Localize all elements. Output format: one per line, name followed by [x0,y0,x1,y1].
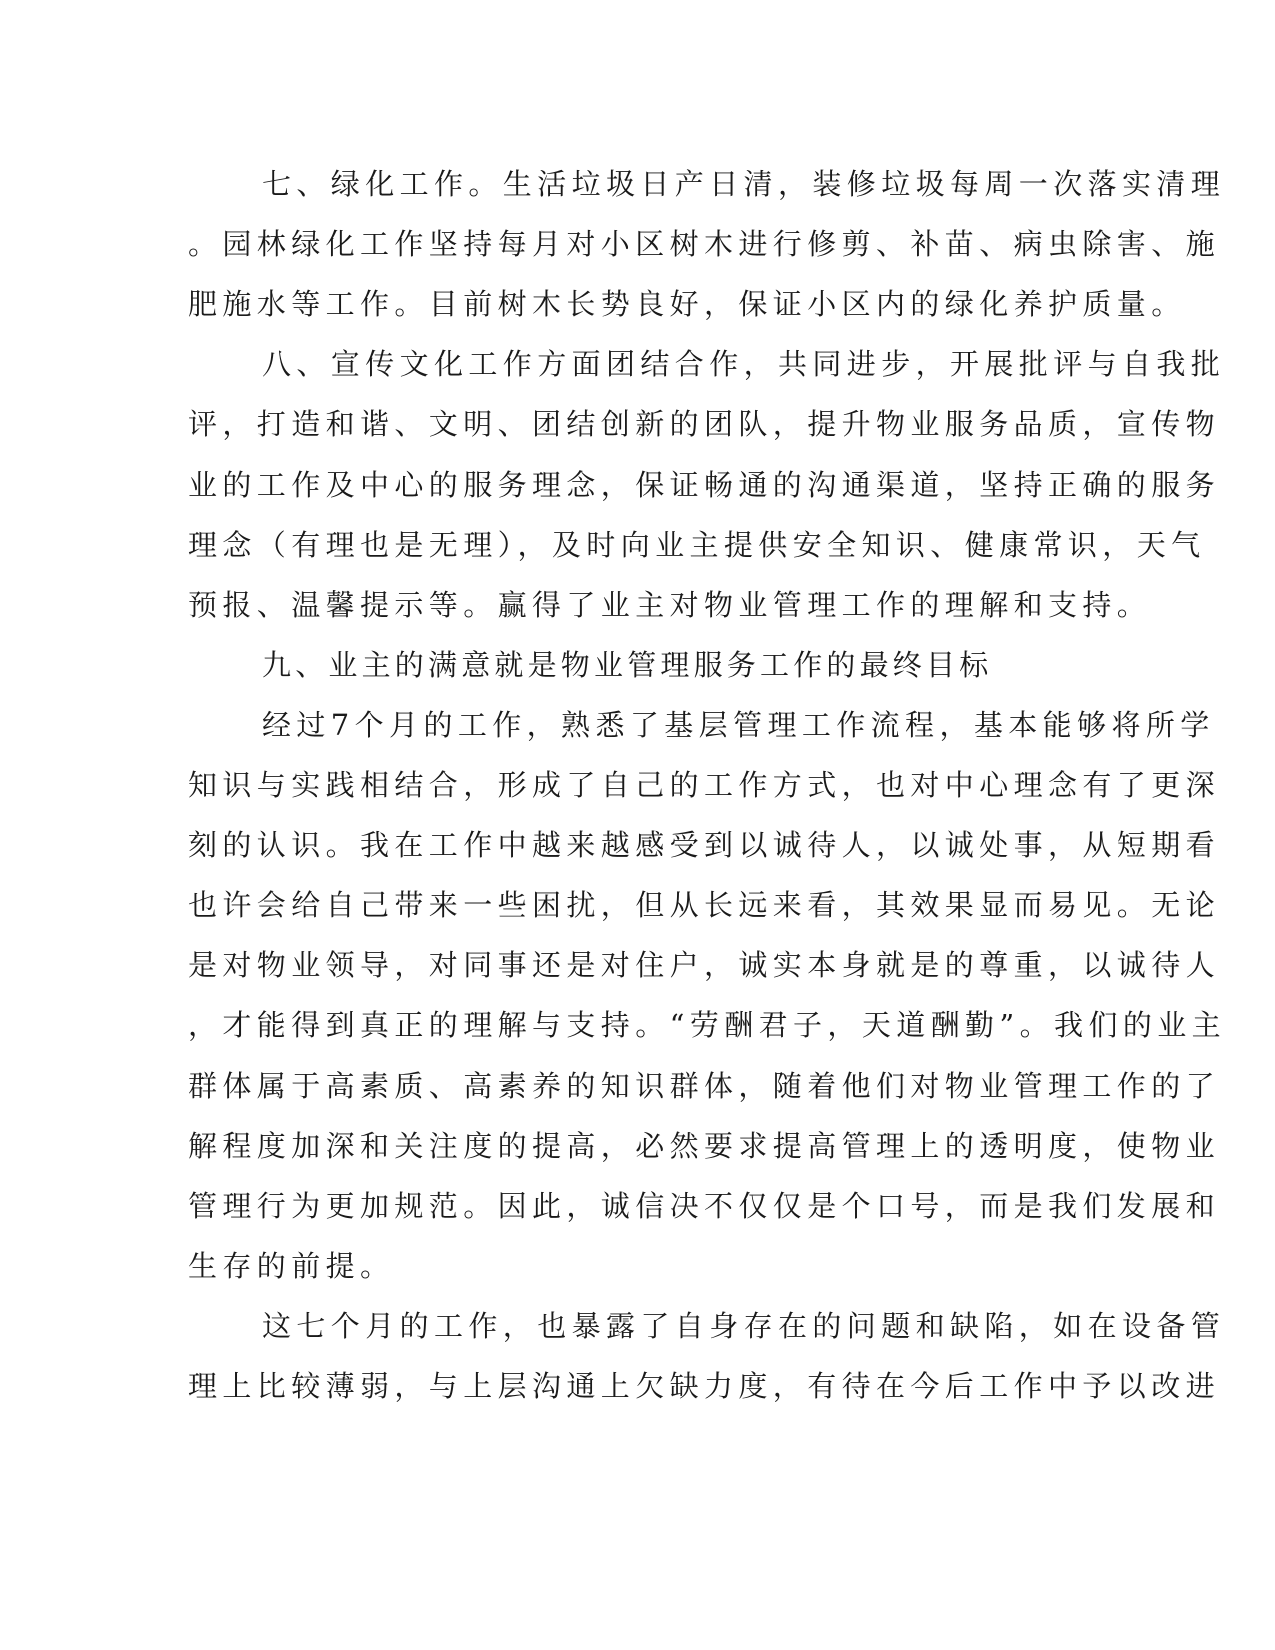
text-line: 经过7个月的工作，熟悉了基层管理工作流程，基本能够将所学 [262,708,1215,742]
text-line: 肥施水等工作。目前树木长势良好，保证小区内的绿化养护质量。 [188,287,1186,321]
text-line: 业的工作及中心的服务理念，保证畅通的沟通渠道，坚持正确的服务 [188,468,1221,502]
text-line: 。园林绿化工作坚持每月对小区树木进行修剪、补苗、病虫除害、施 [188,227,1221,261]
section-heading: 九、业主的满意就是物业管理服务工作的最终目标 [262,648,993,682]
text-line: 预报、温馨提示等。赢得了业主对物业管理工作的理解和支持。 [188,588,1152,622]
text-line: 理上比较薄弱，与上层沟通上欠缺力度，有待在今后工作中予以改进 [188,1369,1221,1403]
text-line: ，才能得到真正的理解与支持。“劳酬君子，天道酬勤”。我们的业主 [188,1008,1227,1042]
text-line: 这七个月的工作，也暴露了自身存在的问题和缺陷，如在设备管 [262,1309,1226,1343]
text-line: 八、宣传文化工作方面团结合作，共同进步，开展批评与自我批 [262,347,1226,381]
text-line: 群体属于高素质、高素养的知识群体，随着他们对物业管理工作的了 [188,1069,1221,1103]
text-line: 理念（有理也是无理），及时向业主提供安全知识、健康常识，天气 [188,528,1206,562]
text-line: 七、绿化工作。生活垃圾日产日清，装修垃圾每周一次落实清理 [262,167,1226,201]
text-line: 解程度加深和关注度的提高，必然要求提高管理上的透明度，使物业 [188,1129,1221,1163]
text-line: 知识与实践相结合，形成了自己的工作方式，也对中心理念有了更深 [188,768,1221,802]
text-line: 刻的认识。我在工作中越来越感受到以诚待人，以诚处事，从短期看 [188,828,1221,862]
text-line: 也许会给自己带来一些困扰，但从长远来看，其效果显而易见。无论 [188,888,1221,922]
text-line: 管理行为更加规范。因此，诚信决不仅仅是个口号，而是我们发展和 [188,1189,1221,1223]
text-line: 生存的前提。 [188,1249,395,1283]
text-line: 评，打造和谐、文明、团结创新的团队，提升物业服务品质，宣传物 [188,407,1221,441]
text-line: 是对物业领导，对同事还是对住户，诚实本身就是的尊重，以诚待人 [188,948,1221,982]
